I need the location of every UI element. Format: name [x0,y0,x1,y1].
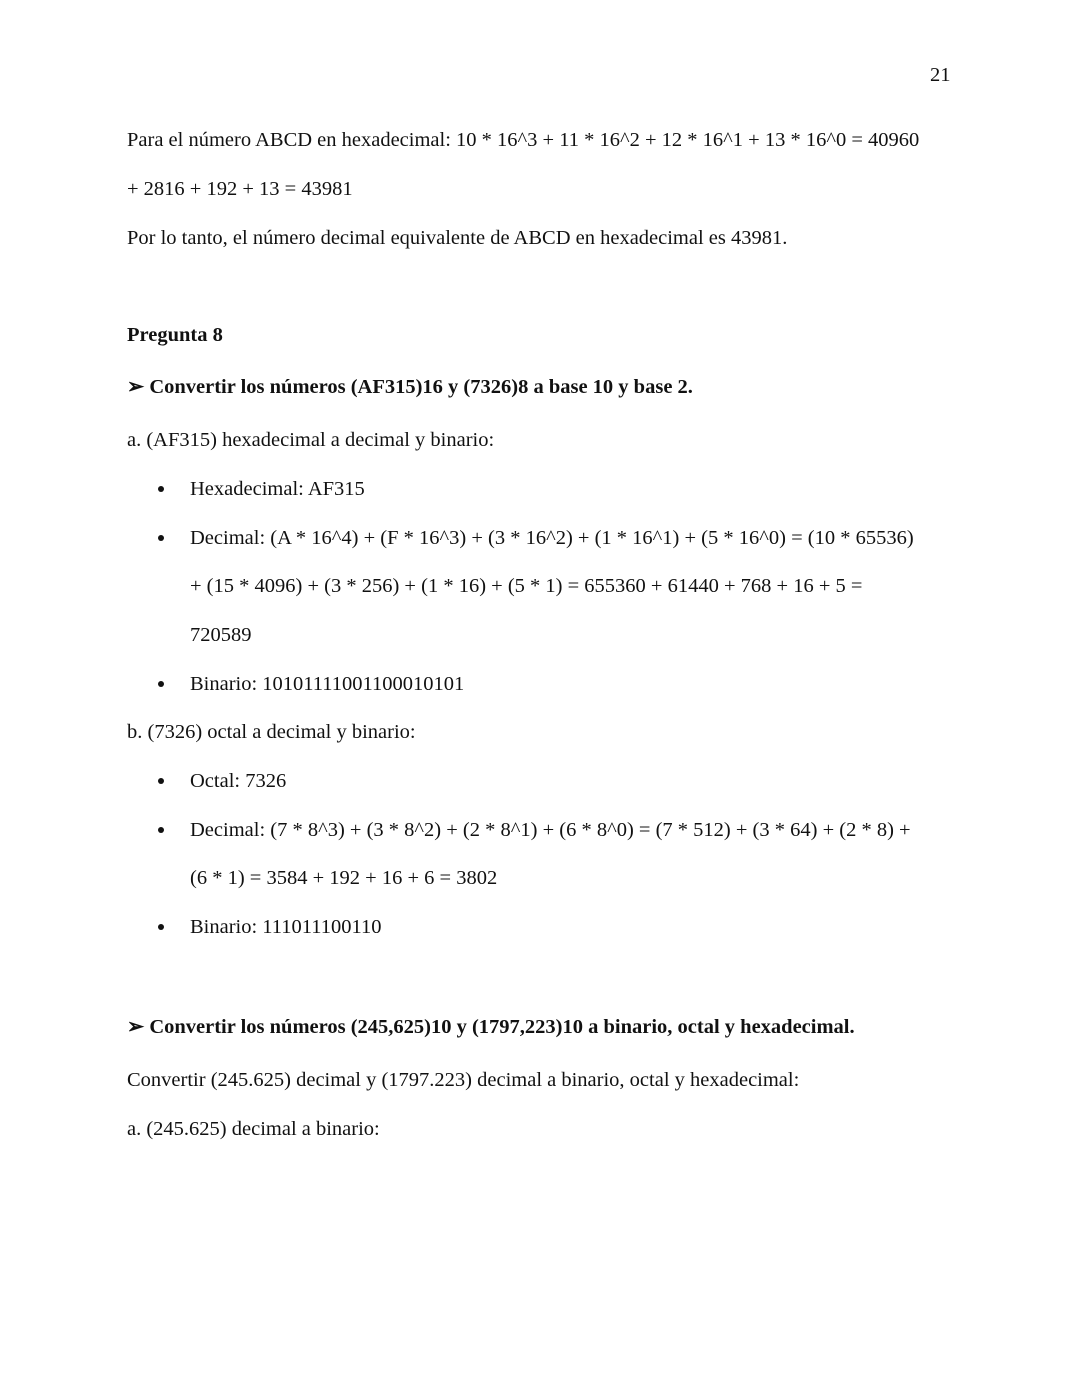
arrow-bullet-icon: ➢ [127,1016,145,1038]
part-a-label: a. (AF315) hexadecimal a decimal y binario: [127,429,495,451]
part-b-octal: Octal: 7326 [190,770,287,792]
bullet-icon [158,778,164,784]
part-a-decimal-line-3: 720589 [190,624,252,646]
intro-line-2: + 2816 + 192 + 13 = 43981 [127,178,353,200]
part-a-decimal-line-1: Decimal: (A * 16^4) + (F * 16^3) + (3 * 16^2) + (1 * 16^1) + (5 * 16^0) = (10 * 65536) [190,527,914,549]
task2-heading-text: Convertir los números (245,625)10 y (1797,223)10 a binario, octal y hexadecimal. [149,1016,855,1038]
task2-intro: Convertir (245.625) decimal y (1797.223) decimal a binario, octal y hexadecimal: [127,1069,800,1091]
bullet-icon [158,827,164,833]
bullet-icon [158,486,164,492]
task2-part-a-label: a. (245.625) decimal a binario: [127,1118,380,1140]
part-b-binary: Binario: 111011100110 [190,916,382,938]
part-b-decimal-line-2: (6 * 1) = 3584 + 192 + 16 + 6 = 3802 [190,867,498,889]
bullet-icon [158,924,164,930]
part-a-hex: Hexadecimal: AF315 [190,478,365,500]
question-title: Pregunta 8 [127,324,223,346]
bullet-icon [158,681,164,687]
intro-line-1: Para el número ABCD en hexadecimal: 10 * 16^3 + 11 * 16^2 + 12 * 16^1 + 13 * 16^0 = 40960 [127,129,920,151]
part-a-binary: Binario: 10101111001100010101 [190,673,465,695]
part-a-decimal-line-2: + (15 * 4096) + (3 * 256) + (1 * 16) + (5 * 1) = 655360 + 61440 + 768 + 16 + 5 = [190,575,863,597]
task2-heading [127,1017,855,1038]
bullet-icon [158,535,164,541]
part-b-decimal-line-1: Decimal: (7 * 8^3) + (3 * 8^2) + (2 * 8^1) + (6 * 8^0) = (7 * 512) + (3 * 64) + (2 * 8) + [190,819,911,841]
task1-heading [127,377,693,398]
intro-conclusion: Por lo tanto, el número decimal equivalente de ABCD en hexadecimal es 43981. [127,227,788,249]
part-b-label: b. (7326) octal a decimal y binario: [127,721,416,743]
page-number: 21 [930,64,951,86]
arrow-bullet-icon: ➢ [127,376,145,398]
task1-heading-text: Convertir los números (AF315)16 y (7326)8 a base 10 y base 2. [149,376,693,398]
